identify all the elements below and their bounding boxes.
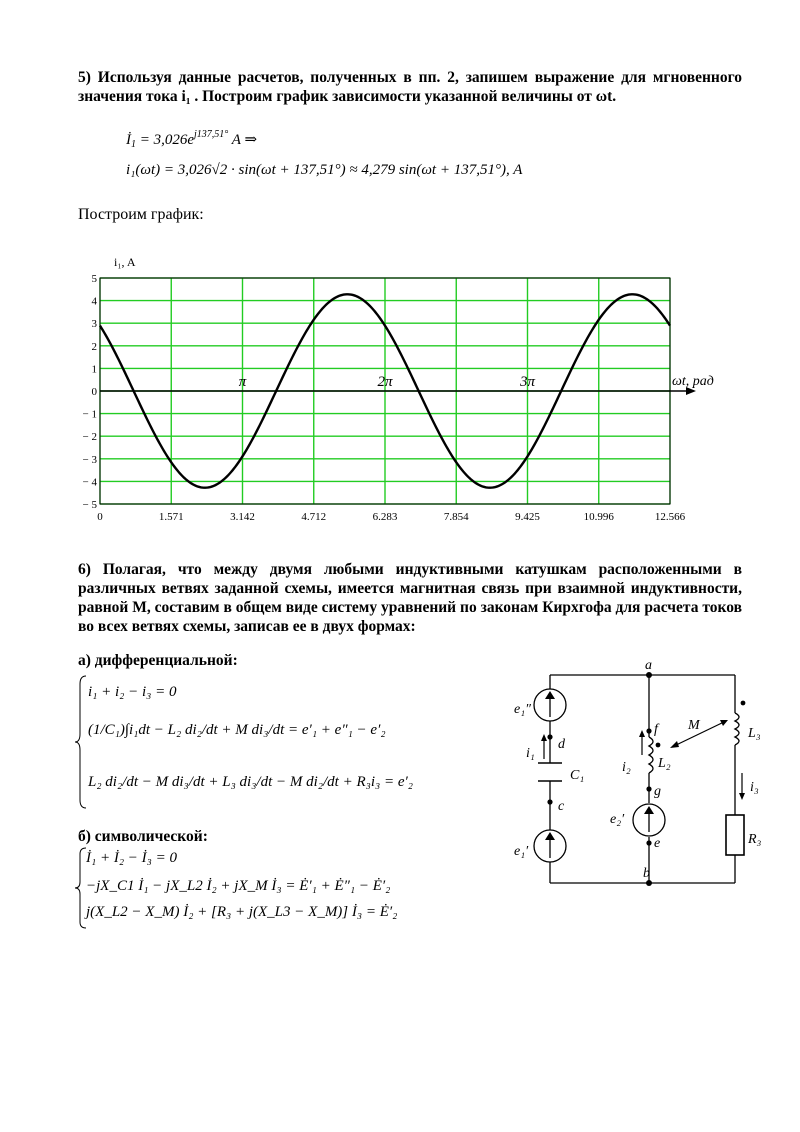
label-l3: L₃ [748,726,761,741]
resistor-icon [726,815,744,855]
x-tick-label: 3.142 [230,511,255,523]
y-tick-label: 0 [91,386,97,398]
x-tick-label: 1.571 [158,511,184,523]
label-node-d: d [558,737,565,752]
diff-title: а) дифференциальной: [78,652,238,669]
section5-text: 5) Используя данные расчетов, полученных в пп. 2, запишем выражение для мгновенного значения тока i₁ . Построим график зависимости указанной величины от ωt. [78,69,742,105]
x-tick-label: 9.425 [515,511,540,523]
inductor-l3-icon [735,713,739,745]
eq1-lhs-sub: 1 [131,139,136,150]
y-tick-label: 1 [91,363,97,376]
inductor-l2-icon [649,737,653,773]
diff-eq3: L₂ di₂/dt − M di₃/dt + L₃ di₃/dt − M di₂/dt + R₃i₃ = e′₂ [88,774,413,790]
diff-eq2: (1/C₁)∫i₁dt − L₂ di₂/dt + M di₃/dt = e′₁ + e″₁ − e′₂ [88,722,386,738]
y-tick-label: 5 [91,273,97,285]
eq1-unit: A ⇒ [231,132,258,148]
circuit-diagram [500,655,780,895]
pi-label: π [238,374,247,390]
circuit-labels [514,658,762,881]
sym-system [74,846,434,930]
chart-labels [83,255,714,523]
label-node-f: f [654,722,658,737]
pi-label: 3π [520,374,536,390]
source-e1pp-icon [534,689,566,721]
label-e1p: e₁′ [514,844,529,859]
source-e1p-icon [534,830,566,862]
source-e2p-icon [633,804,665,836]
label-node-e: e [654,836,661,851]
capacitor-icon [538,763,562,781]
y-tick-label: − 2 [82,431,97,444]
sym-title: б) символической: [78,828,208,845]
x-tick-label: 7.854 [443,511,469,523]
arrow-heads [541,730,745,800]
label-node-b: b [643,866,650,881]
y-tick-label: − 3 [82,453,97,466]
label-i3: i₃ [750,780,759,795]
label-e1pp: e₁″ [514,702,531,717]
label-i2: i₂ [622,760,631,775]
eq1-exp: j137,51° [194,129,229,140]
x-tick-label: 12.566 [654,511,686,523]
chart-axes [100,278,696,504]
label-r3: R₃ [748,832,762,847]
label-node-a: a [645,658,652,673]
equation-instant: i₁(ωt) = 3,026√2 · sin(ωt + 137,51°) ≈ 4,279 sin(ωt + 137,51°), A [126,162,523,178]
eq1-rhs: = 3,026e [139,132,195,148]
label-node-c: c [558,799,565,814]
y-axis-label: i₁, A [114,255,136,269]
y-tick-label: 2 [91,340,97,353]
label-c1: C₁ [570,768,585,783]
eq1-lhs: İ [126,132,131,148]
current-chart [60,246,740,536]
y-tick-label: − 1 [82,408,97,421]
graph-caption: Построим график: [78,206,204,223]
diff-system [74,674,414,810]
brace-icon [74,674,88,810]
pi-label: 2π [377,374,393,390]
label-l2: L₂ [658,756,671,771]
x-tick-label: 4.712 [301,511,327,523]
section6-text: 6) Полагая, что между двумя любыми индуктивными катушкам расположенными в различных ветвях заданной схемы, имеется магнитная связь при взаимной индуктивности, равной M, составим в общем виде систему уравнений по законам Кирхгофа для расчета токов во всех ветвях схемы, записав ее в двух формах: [78,561,742,635]
diff-eq1: i₁ + i₂ − i₃ = 0 [88,684,177,700]
x-tick-label: 10.996 [583,511,614,523]
equation-phasor [126,130,257,149]
x-tick-label: 6.283 [372,511,398,523]
label-e2p: e₂′ [610,812,625,827]
sym-eq3: j(X_L2 − X_M) İ₂ + [R₃ + j(X_L3 − X_M)] İ₃ = Ė′₂ [86,904,398,920]
y-tick-label: − 4 [82,476,97,489]
y-tick-label: 3 [91,318,97,331]
y-tick-label: − 5 [82,499,97,511]
label-node-g: g [654,784,661,799]
x-tick-label: 0 [97,511,103,523]
sym-eq2: −jX_C1 İ₁ − jX_L2 İ₂ + jX_M İ₃ = Ė′₁ + Ė″₁ − Ė′₂ [86,878,391,894]
y-tick-label: 4 [91,295,97,308]
label-i1: i₁ [526,746,535,761]
current-arrows [544,735,742,795]
sym-eq1: İ₁ + İ₂ − İ₃ = 0 [86,850,177,866]
label-m: M [688,718,700,733]
x-axis-label: ωt, рад [672,374,714,389]
